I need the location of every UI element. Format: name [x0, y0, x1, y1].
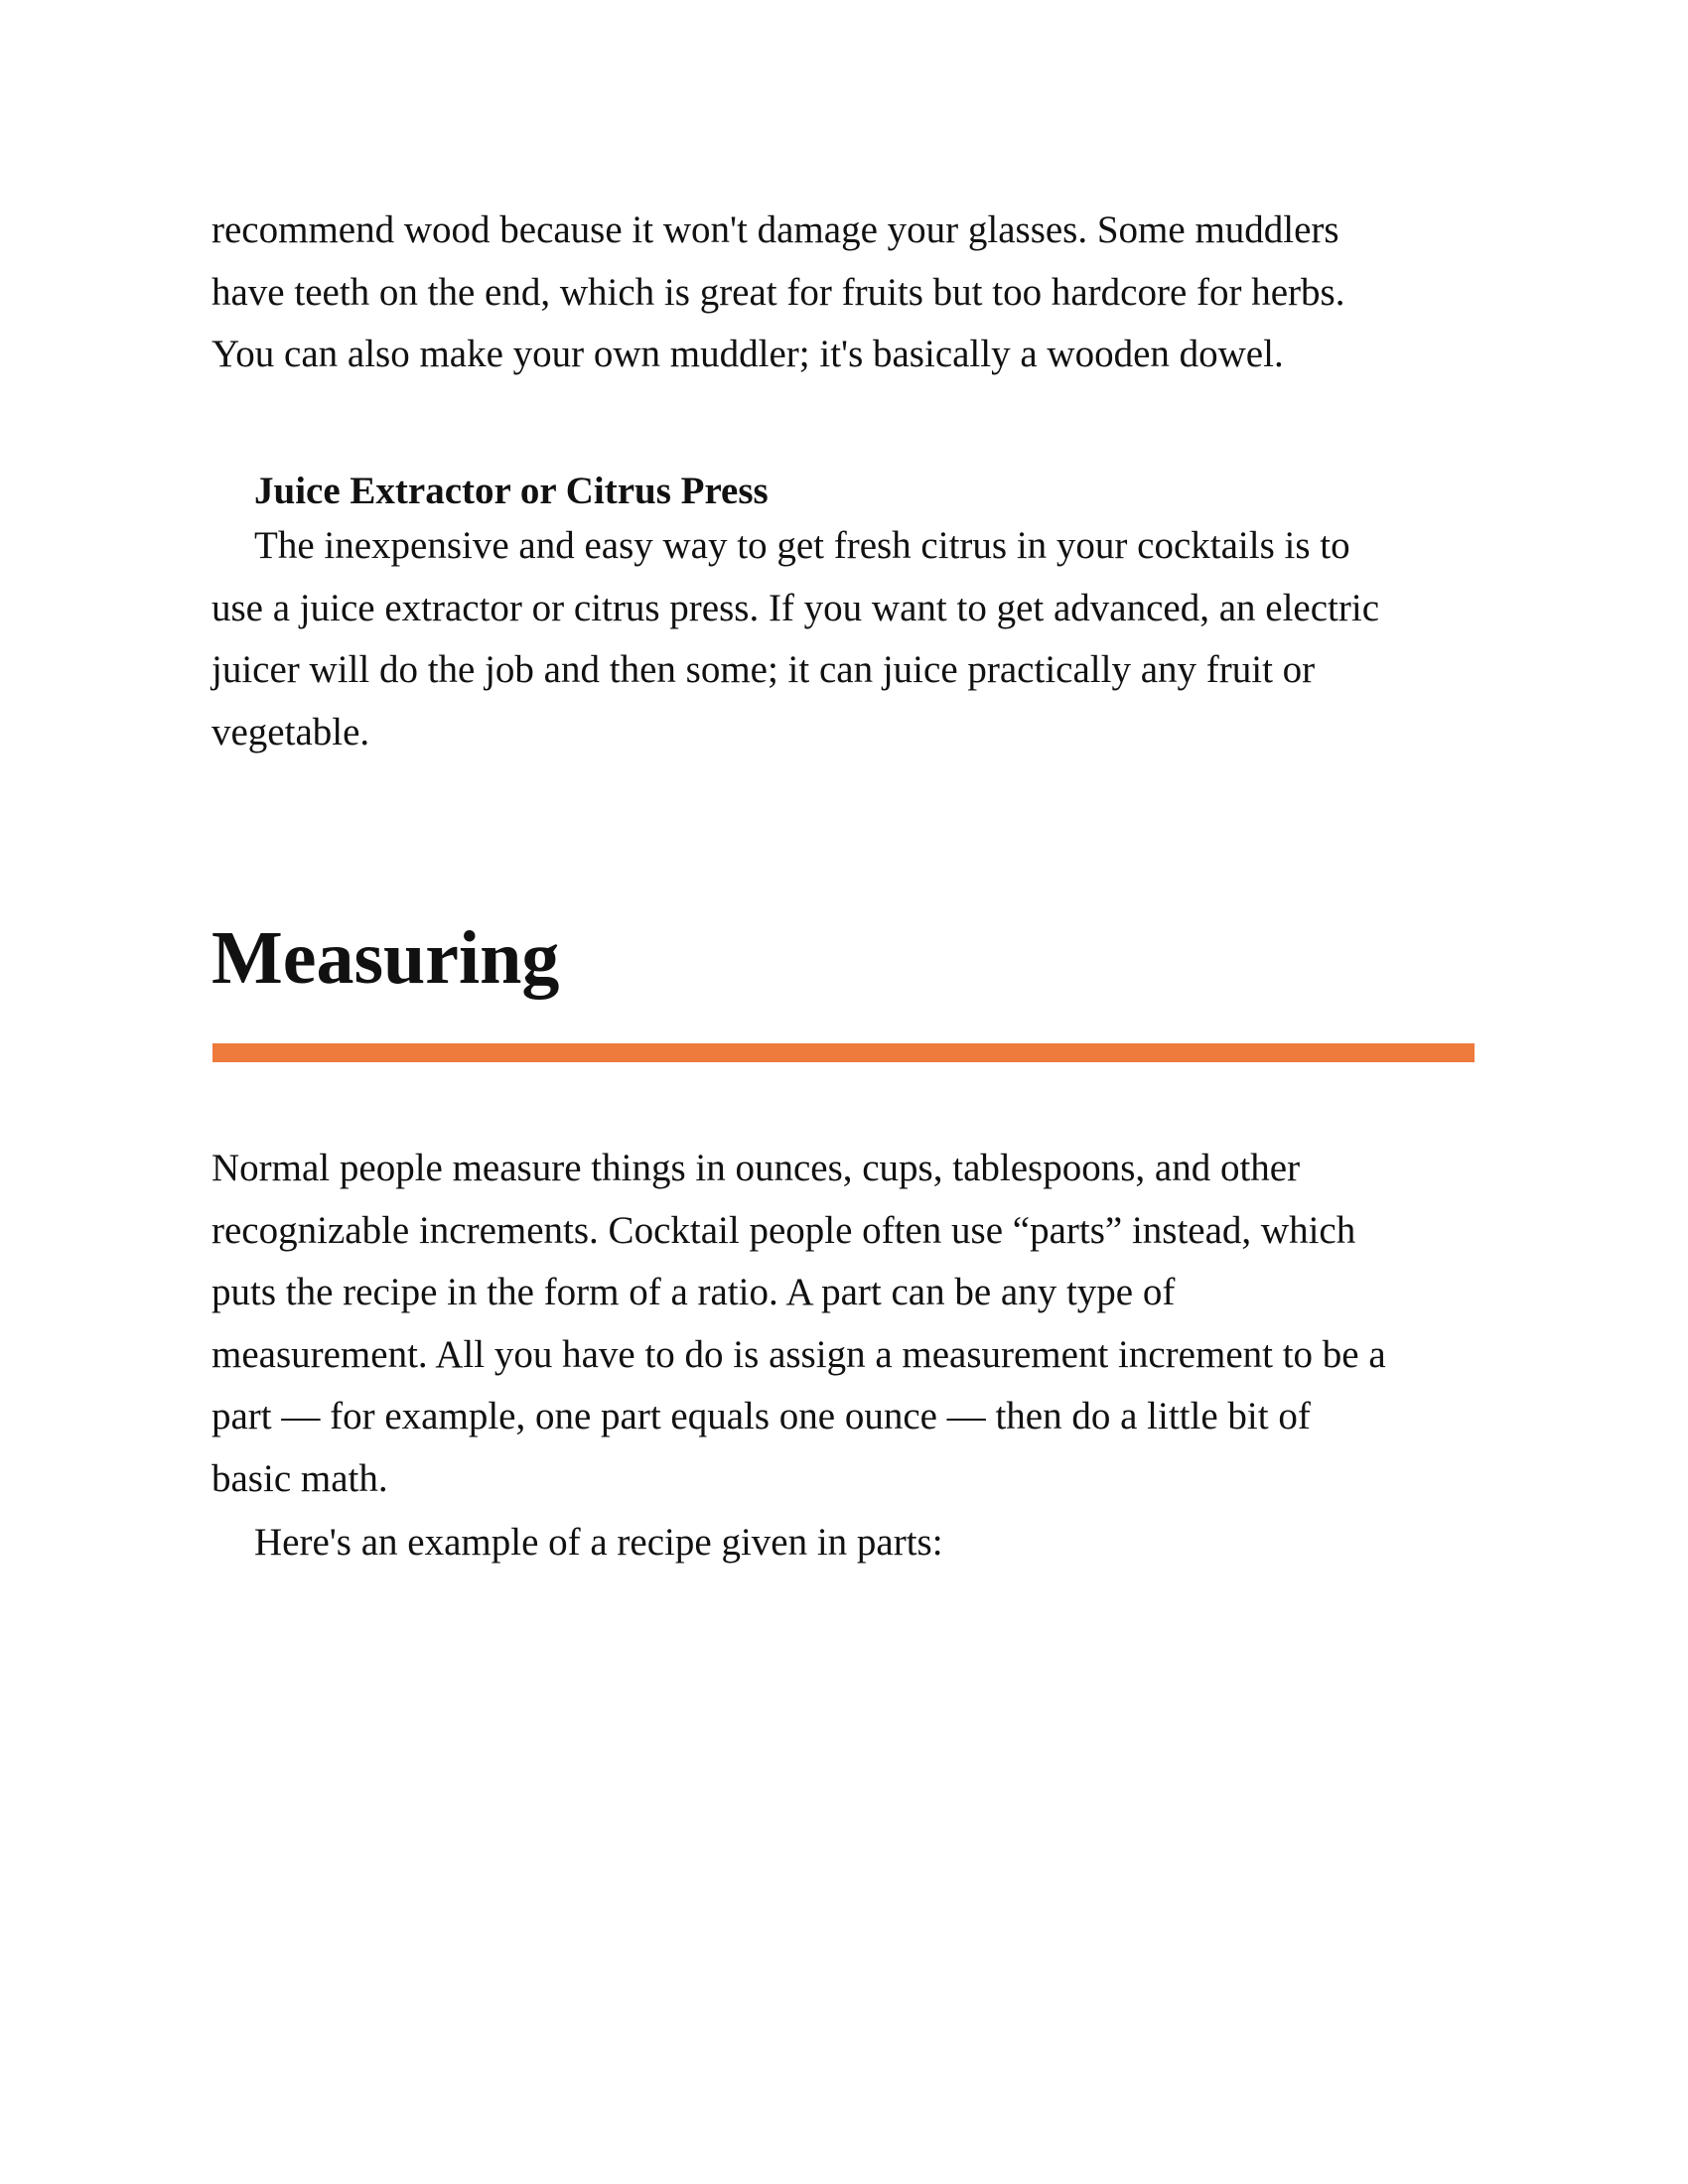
text-line: part — for example, one part equals one ounce — then do a little bit of: [211, 1395, 1311, 1438]
section-divider: [212, 1043, 1475, 1062]
text-line: measurement. All you have to do is assign a measurement increment to be a: [211, 1332, 1386, 1376]
text-line: vegetable.: [211, 710, 370, 753]
paragraph-recipe-example: [211, 1512, 943, 1574]
text-line: juicer will do the job and then some; it can juice practically any fruit or: [211, 648, 1316, 692]
document-page: [211, 0, 1477, 2184]
text-line: Here's an example of a recipe given in parts:: [254, 1521, 943, 1564]
text-line: Normal people measure things in ounces, cups, tablespoons, and other: [211, 1147, 1301, 1189]
text-line: recommend wood because it won't damage your glasses. Some muddlers: [211, 208, 1339, 251]
paragraph-muddler: [211, 200, 1344, 386]
paragraph-measuring-intro: [211, 1138, 1386, 1511]
section-title: Measuring: [211, 916, 560, 1000]
subheading-juice-extractor: Juice Extractor or Citrus Press: [254, 470, 769, 512]
text-line: basic math.: [211, 1456, 388, 1500]
paragraph-juice-extractor: [211, 515, 1379, 763]
text-line: use a juice extractor or citrus press. If you want to get advanced, an electric: [211, 586, 1379, 629]
text-line: recognizable increments. Cocktail people often use “parts” instead, which: [211, 1208, 1356, 1252]
text-line: puts the recipe in the form of a ratio. A part can be any type of: [211, 1271, 1176, 1314]
text-line: The inexpensive and easy way to get fresh citrus in your cocktails is to: [254, 524, 1350, 567]
text-line: You can also make your own muddler; it's basically a wooden dowel.: [211, 333, 1284, 376]
text-line: have teeth on the end, which is great for fruits but too hardcore for herbs.: [211, 270, 1345, 314]
